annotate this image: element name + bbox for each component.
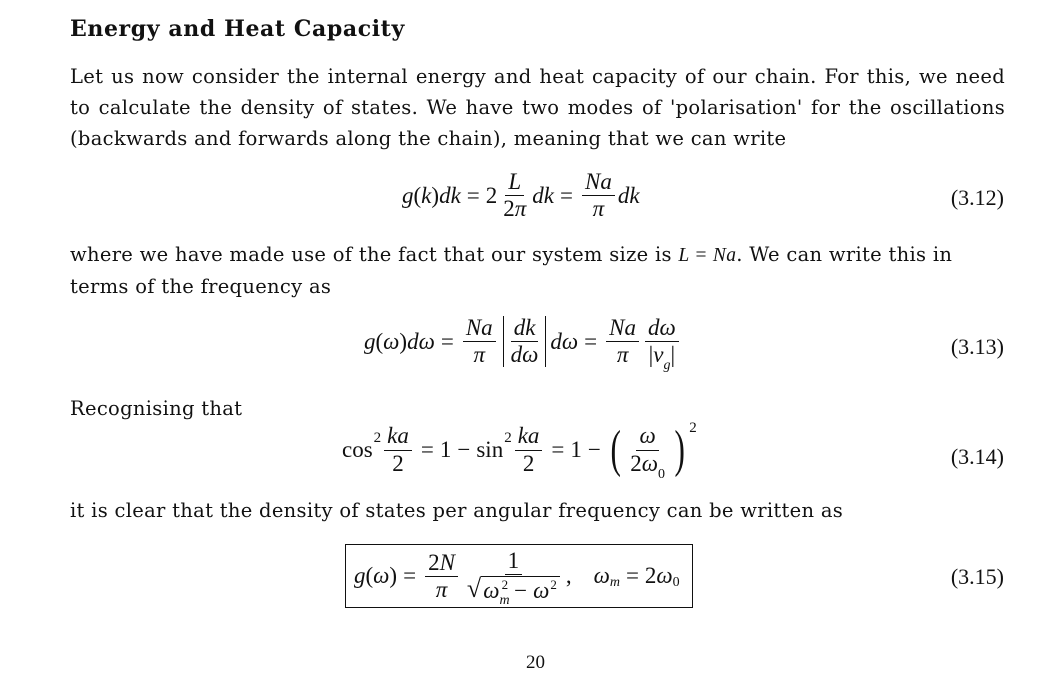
paragraph-recognising: Recognising that [70,397,243,420]
paragraph-density-of-states: it is clear that the density of states per angular frequency can be written as [70,499,844,522]
equation-number-3-12: (3.12) [950,185,1004,210]
equation-3-13: g ( ω ) dω = $\frac{Na}{\pi}$ $\frac{dk}{d\omega}$ dω = $\frac{Na}{\pi}$ $\frac{d\omega}{|v_g|}$ (3.13) [364,315,1004,374]
paragraph-intro: Let us now consider the internal energy and heat capacity of our chain. For this, we need to calculate the density of states. We have two modes of 'polarisation' for the oscillations (backwards and forwards along the chain), meaning that we can write [70,65,1005,150]
equation-number-3-14: (3.14) [950,444,1004,469]
equation-number-3-13: (3.13) [950,334,1004,359]
boxed-result: g ( ω ) = $\frac{2N}{\pi}$ 1 √ $\omega_m^2 - \omega^2$ , ω m = 2 ω 0 [345,544,693,608]
page-number: 20 [526,652,545,673]
equation-3-14: cos 2 $\frac{ka}{2}$ = 1 − sin 2 $\frac{ka}{2}$ = 1 − ( $\frac{\omega}{2\omega_0}$ ) 2 (3.14) [342,419,1004,482]
equation-3-12: g ( k ) dk = 2 $\frac{L}{2\pi}$ dk = $\frac{Na}{\pi}$ dk (3.12) [402,169,1004,222]
equation-3-15 [0,544,1052,620]
paragraph-system-size: where we have made use of the fact that our system size is L = Na. We can write this in terms of the frequency as [70,243,953,298]
section-heading: Energy and Heat Capacity [70,16,405,42]
equation-number-3-15: (3.15) [950,564,1004,589]
